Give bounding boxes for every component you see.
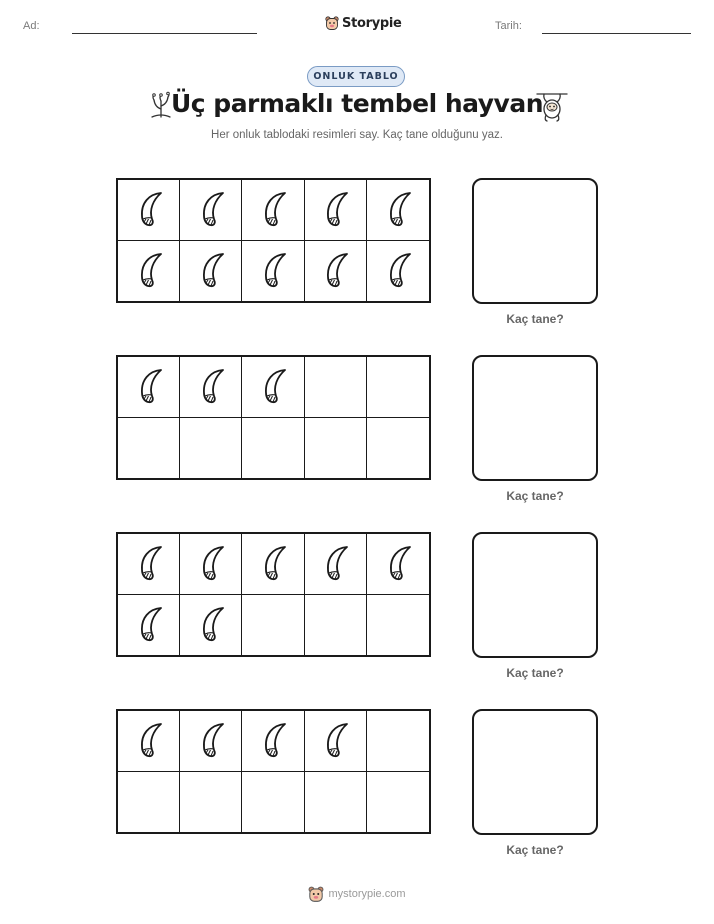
worksheet-type-badge: ONLUK TABLO [307,66,405,87]
claw-icon [318,721,352,761]
claw-icon [194,190,228,230]
ten-frame-cell [242,180,304,241]
ten-frame-cell [367,418,429,479]
ten-frame-cell [118,357,180,418]
ten-frame-cell [118,711,180,772]
claw-icon [318,251,352,291]
answer-label-2: Kaç tane? [506,489,564,503]
answer-box-3[interactable] [472,532,598,658]
ten-frame-cell [180,772,242,833]
claw-icon [256,367,290,407]
claw-icon [256,544,290,584]
ten-frame-4 [116,709,431,834]
ten-frame-cell [118,772,180,833]
claw-icon [194,251,228,291]
claw-icon [381,190,415,230]
claw-icon [132,721,166,761]
ten-frame-cell [180,711,242,772]
sloth-icon [535,90,569,124]
ten-frame-cell [180,534,242,595]
ten-frame-cell [367,241,429,302]
claw-icon [132,367,166,407]
ten-frame-cell [367,357,429,418]
claw-icon [256,251,290,291]
claw-icon [194,721,228,761]
ten-frame-cell [367,595,429,656]
storypie-mascot-icon [308,885,324,903]
storypie-logo [325,12,402,34]
answer-label-4: Kaç tane? [506,843,564,857]
ten-frame-3 [116,532,431,657]
claw-icon [381,544,415,584]
ten-frame-cell [367,180,429,241]
footer [0,885,714,903]
ten-frame-cell [118,418,180,479]
ten-frame-cell [180,418,242,479]
ten-frame-cell [242,357,304,418]
ten-frame-cell [242,595,304,656]
ten-frame-cell [118,534,180,595]
answer-box-4[interactable] [472,709,598,835]
claw-icon [194,605,228,645]
ten-frame-cell [367,534,429,595]
ten-frame-cell [305,418,367,479]
ten-frame-cell [242,772,304,833]
page-title: Üç parmaklı tembel hayvan [170,89,544,118]
claw-icon [132,544,166,584]
ten-frame-cell [305,180,367,241]
ten-frame-cell [242,241,304,302]
claw-icon [132,251,166,291]
ten-frame-cell [242,534,304,595]
ten-frame-cell [305,241,367,302]
claw-icon [318,544,352,584]
logo-text: Storypie [342,15,402,31]
claw-icon [318,190,352,230]
date-write-line[interactable] [542,33,691,34]
ten-frame-cell [118,595,180,656]
claw-icon [381,251,415,291]
ten-frame-cell [305,357,367,418]
claw-icon [256,721,290,761]
ten-frame-cell [242,418,304,479]
ten-frame-cell [180,595,242,656]
claw-icon [132,605,166,645]
date-label: Tarih: [495,20,522,32]
ten-frame-cell [367,711,429,772]
ten-frame-cell [305,595,367,656]
name-write-line[interactable] [72,33,257,34]
ten-frame-cell [305,534,367,595]
ten-frame-1 [116,178,431,303]
footer-url: mystorypie.com [328,888,406,900]
ten-frame-cell [180,241,242,302]
answer-label-1: Kaç tane? [506,312,564,326]
answer-box-1[interactable] [472,178,598,304]
ten-frame-cell [180,180,242,241]
ten-frame-2 [116,355,431,480]
claw-icon [194,367,228,407]
ten-frame-cell [367,772,429,833]
ten-frame-cell [305,711,367,772]
answer-label-3: Kaç tane? [506,666,564,680]
instructions: Her onluk tablodaki resimleri say. Kaç tane olduğunu yaz. [211,129,503,141]
ten-frame-cell [118,241,180,302]
name-label: Ad: [23,20,40,32]
storypie-mascot-icon [325,15,339,31]
ten-frame-cell [180,357,242,418]
ten-frame-cell [242,711,304,772]
ten-frame-cell [118,180,180,241]
claw-icon [256,190,290,230]
claw-icon [132,190,166,230]
answer-box-2[interactable] [472,355,598,481]
claw-icon [194,544,228,584]
ten-frame-cell [305,772,367,833]
